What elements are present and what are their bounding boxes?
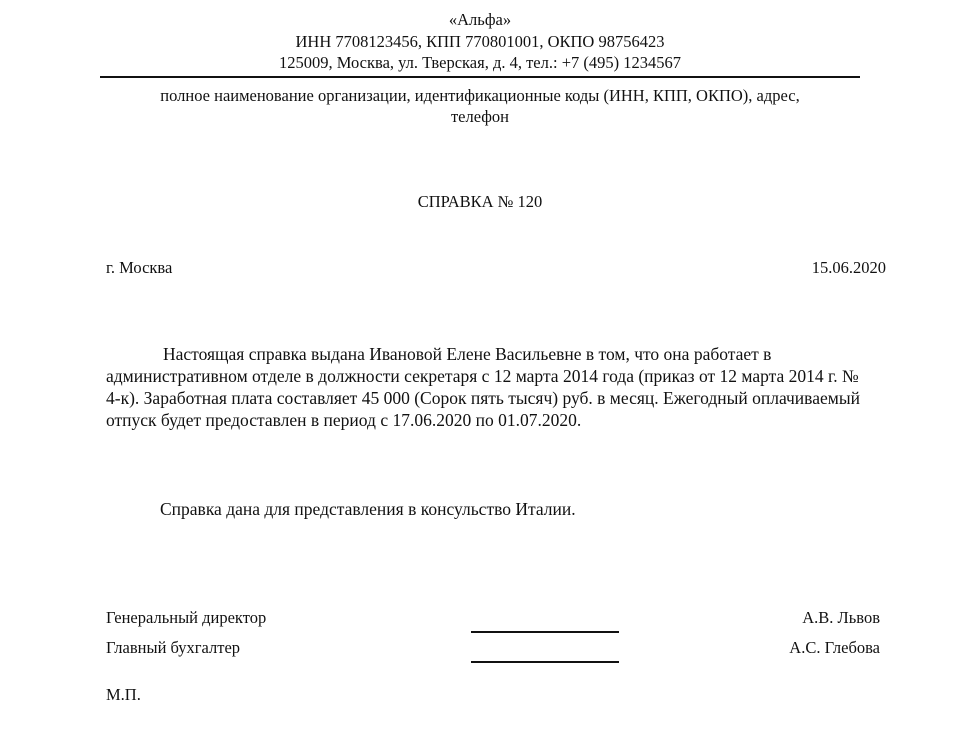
organization-codes: ИНН 7708123456, КПП 770801001, ОКПО 98756423 — [295, 32, 665, 51]
signature-line-accountant — [471, 661, 619, 663]
organization-name: «Альфа» — [448, 10, 512, 29]
signature-line-director — [471, 631, 619, 633]
header-caption-line-2: телефон — [450, 107, 510, 126]
document-date: 15.06.2020 — [811, 258, 886, 277]
document-purpose: Справка дана для представления в консульство Италии. — [160, 499, 576, 519]
document-city: г. Москва — [106, 258, 173, 277]
organization-address: 125009, Москва, ул. Тверская, д. 4, тел.: +7 (495) 1234567 — [279, 53, 681, 72]
signature-name-director: А.В. Львов — [802, 608, 880, 627]
signature-position-director: Генеральный директор — [106, 608, 267, 627]
signature-position-accountant: Главный бухгалтер — [106, 638, 241, 657]
stamp-label: М.П. — [106, 685, 141, 704]
document-body: Настоящая справка выдана Ивановой Елене Васильевне в том, что она работает в административном отделе в должности секретаря с 12 марта 2014 года (приказ от 12 марта 2014 г. № 4-к). Заработная плата составляет 45 000 (Сорок пять тысяч) руб. в месяц. Ежегодный оплачиваемый отпуск будет предоставлен в период с 17.06.2020 по 01.07.2020. — [106, 344, 860, 430]
signature-name-accountant: А.С. Глебова — [789, 638, 880, 657]
header-caption-line-1: полное наименование организации, идентификационные коды (ИНН, КПП, ОКПО), адрес, — [160, 86, 800, 105]
document-title: СПРАВКА № 120 — [417, 192, 543, 211]
header-divider — [100, 76, 860, 78]
